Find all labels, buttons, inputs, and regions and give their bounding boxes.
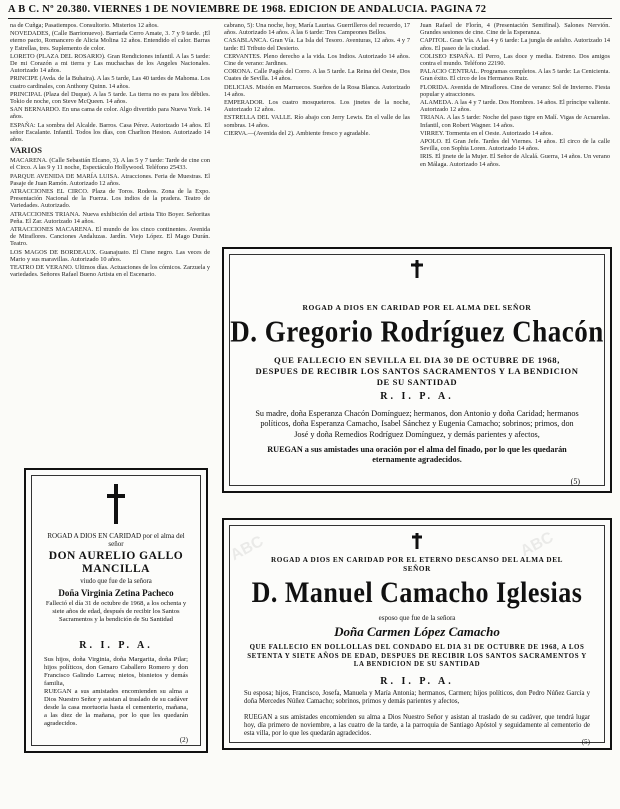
obituary-death-line: QUE FALLECIO EN DOLLOLLAS DEL CONDADO EL DIA 31 DE OCTUBRE DE 1968, A LOS SETENTA Y SIETE AÑOS DE EDAD, DESPUES DE RECIBIR LOS SANTOS SACRAMENTOS Y LA BENDICION DE SU SANTIDAD (247, 644, 587, 669)
listing-paragraph: IRIS. El jinete de la Mujer. El Señor de Alcalá. Guerra, 14 años. Un verano en Málaga. Autorizado 14 años. (420, 153, 610, 168)
listing-paragraph: PARQUE AVENIDA DE MARÍA LUISA. Atracciones. Feria de Muestras. El Pasaje de Juan Ramón. Autorizado 12 años. (10, 172, 210, 187)
page-header: A B C. Nº 20.380. VIERNES 1 DE NOVIEMBRE DE 1968. EDICION DE ANDALUCIA. PAGINA 72 (8, 4, 487, 15)
listing-paragraph: NOVEDADES, (Calle Barrionuevo). Barriada Cerro Amate, 3. 7 y 9 tarde. ¡El eterno pacto, Romancero de Alicia Molina 12 años. Entendido el calor. Barras y Estrellas, tres. Suplemento de color. (10, 30, 210, 52)
listing-paragraph: APOLO. El Gran Jefe. Tardes del Viernes. 14 años. El circo de la calle Sevilla, con Sophia Loren. Autorizado 14 años. (420, 138, 610, 153)
obituary-death-line: QUE FALLECIO EN SEVILLA EL DIA 30 DE OCTUBRE DE 1968, DESPUES DE RECIBIR LOS SANTOS SACRAMENTOS Y LA BENDICION DE SU SANTIDAD (255, 355, 579, 387)
cross-icon (104, 482, 128, 526)
listing-paragraph: VIRREY. Tormenta en el Oeste. Autorizado 14 años. (420, 129, 553, 137)
obituary-wife: Doña Virginia Zetina Pacheco (58, 588, 174, 598)
listing-paragraph: CERVANTES. Pleno derecho a la vida. Los Indios. Autorizado 14 años. Cine de verano: Jardines. (224, 52, 410, 68)
listing-paragraph: CIERVA.—(Avenida del 2). Ambiente fresco y agradable. (224, 129, 370, 137)
listing-paragraph: LORETO (PLAZA DEL ROSARIO). Gran Rendiciones infantil. A las 5 tarde: De mi Corazón a mi tierra y Las muchachas de los Angeles Nacionales. Autorizado 14 años. (10, 52, 210, 75)
left-listings-column (10, 22, 210, 462)
obituary-name: D. Manuel Camacho Iglesias (251, 575, 583, 610)
obituary-aurelio (24, 468, 208, 753)
listing-paragraph: DELICIAS. Misión en Marruecos. Sueños de la Rosa Blanca. Autorizado 14 años. (224, 83, 410, 98)
listing-paragraph: TEATRO DE VERANO. Ultimos días. Actuaciones de los cómicos. Zarzuela y variedades. Señores Rafael Bueno Artista en el Escenario. (10, 264, 210, 279)
obituary-wife: Doña Carmen López Camacho (334, 624, 500, 639)
watermark-left: ABC (227, 532, 267, 565)
listing-paragraph: Juan Rafael de Florín, 4 (Presentación Semifinal). Salones Nervión. Grandes sesiones de cine. Cine de la Esperanza. (420, 22, 610, 37)
obituary-prayer: ROGAD A DIOS EN CARIDAD POR EL ALMA DEL SEÑOR (302, 303, 532, 312)
listing-paragraph: EMPERADOR. Los cuatro mosqueteros. Los jinetes de la noche, Autorizado 12 años. (224, 99, 410, 114)
listing-paragraph: CAPITOL. Gran Vía. A las 4 y 6 tarde: La jungla de asfalto. Autorizado 14 años. El paseo de la ciudad. (420, 37, 610, 52)
obituary-request: RUEGAN a sus amistades una oración por el alma del finado, por lo que les quedarán eternamente agradecidos. (267, 445, 567, 465)
listing-paragraph: cabrano, 5): Una noche, hoy, María Laurisa. Guerrilleros del recuerdo, 17 años. Autorizado 14 años. A las 6 tarde: Tres Campeones Bellos. (224, 22, 410, 37)
obituary-name: DON AURELIO GALLO MANCILLA (48, 550, 184, 575)
obituary-number: (5) (581, 738, 590, 746)
obituary-rip: R. I. P. A. (380, 391, 454, 402)
obituary-death-line: Falleció el día 31 de octubre de 1968, a los ochenta y siete años de edad, después de recibir los Santos Sacramentos y la bendición de Su Santidad (45, 600, 187, 623)
listing-paragraph: ESPAÑA: La sombra del Alcalde. Barros. Casa Pérez. Autorizado 14 años. El señor Escalante. Infantil. Todos los días, con Charlton Heston. Autorizado 14 años. (10, 121, 210, 144)
obituary-gregorio (222, 247, 612, 493)
obituary-request: RUEGAN a sus amistades encomienden su alma a Dios Nuestro Señor y asistan al traslado de su cadáver, que tendrá lugar hoy, día primero de noviembre, a las cuatro de la tarde, a la parroquia de Santiago Apóstol y seguidamente al cementerio de esta villa, por lo que les quedarán agradecidos. (244, 714, 590, 738)
obituary-family: Su esposa; hijos, Francisco, Josefa, Manuela y María Antonia; hermanos, Carmen; hijos políticos, don Pedro Núñez García y doña Mercedes Núñez Camacho; sobrinos, primos y demás parientes y afectos, (244, 690, 590, 706)
obituary-manuel (222, 518, 612, 750)
listing-paragraph: MACARENA. (Calle Sebastián Elcano, 3). A las 5 y 7 tarde: Tarde de cine con el Circo. A las 9 y 11 noche, Espectáculo Hollywood. Teléfono 25433. (10, 157, 210, 172)
listing-paragraph: ATRACCIONES MACARENA. El mundo de los cinco continentes. Avenida de Miraflores. Canciones Andaluzas. Jardín. Viejo López. El Mago Durán. Teatro. (10, 226, 210, 248)
listing-paragraph: COLISEO ESPAÑA. El Perro, Las doce y media. Estreno. Dos amigos contra el mundo. Teléfono 22190. (420, 52, 610, 68)
obituary-rip: R. I. P. A. (79, 640, 153, 651)
listing-paragraph: PRINCIPAL (Plaza del Duque). A las 5 tarde. La tierra no es para los débiles. Tokio de noche, con Steve McQueen. 14 años. (10, 90, 210, 106)
listing-paragraph: CORONA. Calle Pagés del Corro. A las 5 tarde. La Reina del Oeste, Dos Cuates de Sevilla. 14 años. (224, 68, 410, 83)
listing-paragraph: TRIANA. A las 5 tarde: Noche del paso tigre en Malí. Vigas de Acuarelas. Infantil, con Robert Wagner. 14 años. (420, 114, 610, 129)
header-rule (8, 18, 612, 19)
obituary-rip: R. I. P. A. (380, 676, 454, 687)
listing-paragraph: na de Cuñga; Pasatiempos. Consultorio. Misterios 12 años. (10, 22, 159, 29)
middle-listings-column (224, 22, 410, 244)
obituary-name: D. Gregorio Rodríguez Chacón (230, 313, 604, 349)
listing-paragraph: ALAMEDA. A las 4 y 7 tarde. Dos Hombres. 14 años. El príncipe valiente. Autorizado 12 años. (420, 99, 610, 114)
listing-paragraph: ATRACCIONES EL CIRCO. Plaza de Toros. Rodeos. Zona de la Expo. Presentación Nacional de la Fuerza. Los indios de la pradera. Teatro de Variedades. Autorizado. (10, 188, 210, 210)
obituary-spouse-line: esposo que fue de la señora (378, 614, 456, 622)
listing-paragraph: PRINCIPE (Avda. de la Buhaira). A las 5 tarde, Las 40 tardes de Mahoma. Los cuatro cardinales, con Anthony Quinn. 14 años. (10, 75, 210, 90)
obituary-family: Su madre, doña Esperanza Chacón Domínguez; hermanos, don Antonio y doña Caridad; hermanos políticos, doña Esperanza Camacho, Isabel Sánchez y Eugenia Camacho; sobrinos; primos, don José y doña Remedios Rodríguez Domínguez, y demás parientes y afectos, (255, 409, 579, 439)
obituary-prayer: ROGAD A DIOS EN CARIDAD por el alma del señor (47, 532, 185, 548)
obituary-number: (2) (179, 736, 188, 744)
obituary-widower-line: viudo que fue de la señora (80, 578, 152, 585)
listing-paragraph: ATRACCIONES TRIANA. Nueva exhibición del artista Tito Boyer. Señoritas Peña. El Zar. Autorizado 14 años. (10, 210, 210, 225)
listing-paragraph: FLORIDA. Avenida de Miraflores. Cine de verano: Sol de Invierno. Fiesta popular y atracciones. (420, 83, 610, 98)
obituary-request: RUEGAN a sus amistades encomienden su alma a Dios Nuestro Señor y asistan al traslado de su cadáver desde la casa mortuoria hasta el cementerio, mañana, a las diez de la mañana, por lo que les quedarán agradecidos. (44, 688, 188, 727)
obituary-prayer: ROGAD A DIOS EN CARIDAD POR EL ETERNO DESCANSO DEL ALMA DEL SEÑOR (271, 556, 563, 573)
listing-paragraph: LOS MAGOS DE BORDEAUX. Guanajuato. El Cisne negro. Las veces de Mario y sus maravillas. Autorizado 10 años. (10, 248, 210, 263)
listing-paragraph: ESTRELLA DEL VALLE. Río abajo con Jerry Lewis. En el valle de las sombras. 14 años. (224, 114, 410, 129)
cross-icon (409, 259, 425, 279)
listing-paragraph: CASABLANCA. Gran Vía. La Isla del Tesoro. Aventuras, 12 años. 4 y 7 tarde: El Tributo del Desierto. (224, 37, 410, 52)
cross-icon (410, 532, 424, 550)
watermark-right: ABC (517, 528, 557, 561)
right-listings-column (420, 22, 610, 244)
listing-paragraph: SAN BERNARDO. En una cama de color. Algo divertido para Nueva York. 14 años. (10, 106, 210, 121)
obituary-number: (5) (570, 477, 580, 486)
obituary-family: Sus hijos, doña Virginia, doña Margarita, doña Pilar; hijos políticos, don Genaro Caballero Romero y don Francisco Galindo Larrea; nietos, bisnietos y demás familia, (44, 656, 188, 687)
section-title-varios: VARIOS (10, 145, 42, 156)
listing-paragraph: PALACIO CENTRAL. Programas completos. A las 5 tarde: La Cenicienta. Gran éxito. El circo de los Hermanos Ruiz. (420, 68, 610, 83)
